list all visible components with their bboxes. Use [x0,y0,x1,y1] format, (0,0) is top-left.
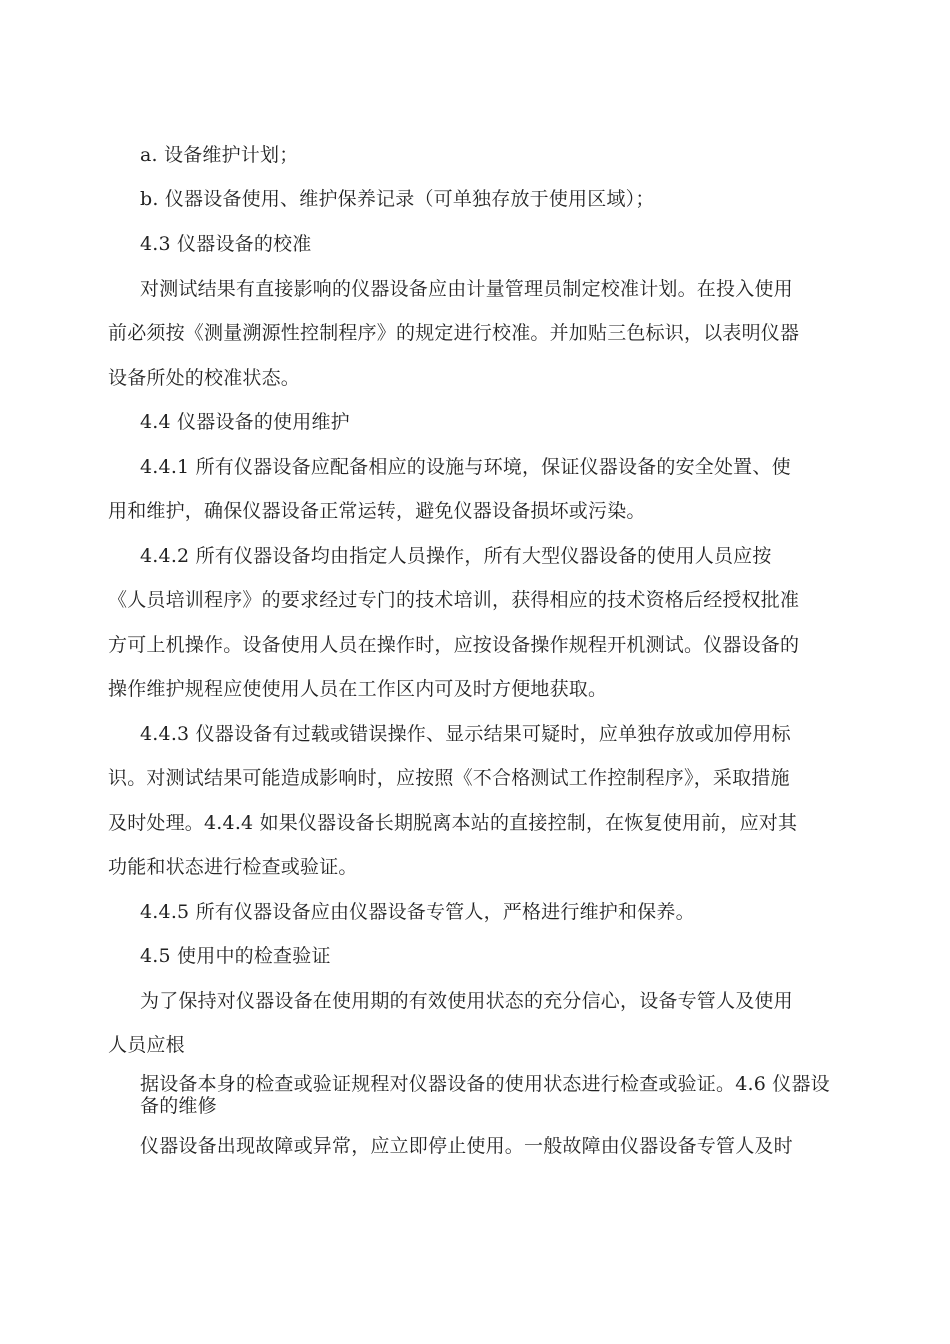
paragraph-line: 《人员培训程序》的要求经过专门的技术培训，获得相应的技术资格后经授权批准 [108,589,800,611]
paragraph-line: 设备所处的校准状态。 [108,367,301,389]
paragraph-line: 4.4.5 所有仪器设备应由仪器设备专管人，严格进行维护和保养。 [140,901,695,923]
paragraph-line: 为了保持对仪器设备在使用期的有效使用状态的充分信心，设备专管人及使用 [140,990,793,1012]
section-heading-4-4: 4.4 仪器设备的使用维护 [140,411,350,433]
paragraph-line: 4.4.3 仪器设备有过载或错误操作、显示结果可疑时，应单独存放或加停用标 [140,723,791,745]
paragraph-line: 操作维护规程应使使用人员在工作区内可及时方便地获取。 [108,678,608,700]
section-heading-4-3: 4.3 仪器设备的校准 [140,233,312,255]
section-heading-4-5: 4.5 使用中的检查验证 [140,945,331,967]
paragraph-line: 4.4.2 所有仪器设备均由指定人员操作，所有大型仪器设备的使用人员应按 [140,545,772,567]
paragraph-line: 功能和状态进行检查或验证。 [108,856,358,878]
paragraph-line: 识。对测试结果可能造成影响时，应按照《不合格测试工作控制程序》，采取措施 [108,767,790,789]
paragraph-line: 据设备本身的检查或验证规程对仪器设备的使用状态进行检查或验证。4.6 仪器设备的维修 [140,1073,830,1117]
paragraph-line: 前必须按《测量溯源性控制程序》的规定进行校准。并加贴三色标识，以表明仪器 [108,322,800,344]
paragraph-line: 方可上机操作。设备使用人员在操作时，应按设备操作规程开机测试。仪器设备的 [108,634,800,656]
paragraph-line: 人员应根 [108,1034,185,1056]
paragraph-line: 及时处理。4.4.4 如果仪器设备长期脱离本站的直接控制，在恢复使用前，应对其 [108,812,798,834]
paragraph-line: 用和维护，确保仪器设备正常运转，避免仪器设备损坏或污染。 [108,500,646,522]
paragraph-line: 仪器设备出现故障或异常，应立即停止使用。一般故障由仪器设备专管人及时 [140,1135,793,1157]
list-item-b: b. 仪器设备使用、维护保养记录（可单独存放于使用区域）； [140,188,655,210]
list-item-a: a. 设备维护计划； [140,144,299,166]
paragraph-line: 4.4.1 所有仪器设备应配备相应的设施与环境，保证仪器设备的安全处置、使 [140,456,791,478]
paragraph-line: 对测试结果有直接影响的仪器设备应由计量管理员制定校准计划。在投入使用 [140,278,793,300]
